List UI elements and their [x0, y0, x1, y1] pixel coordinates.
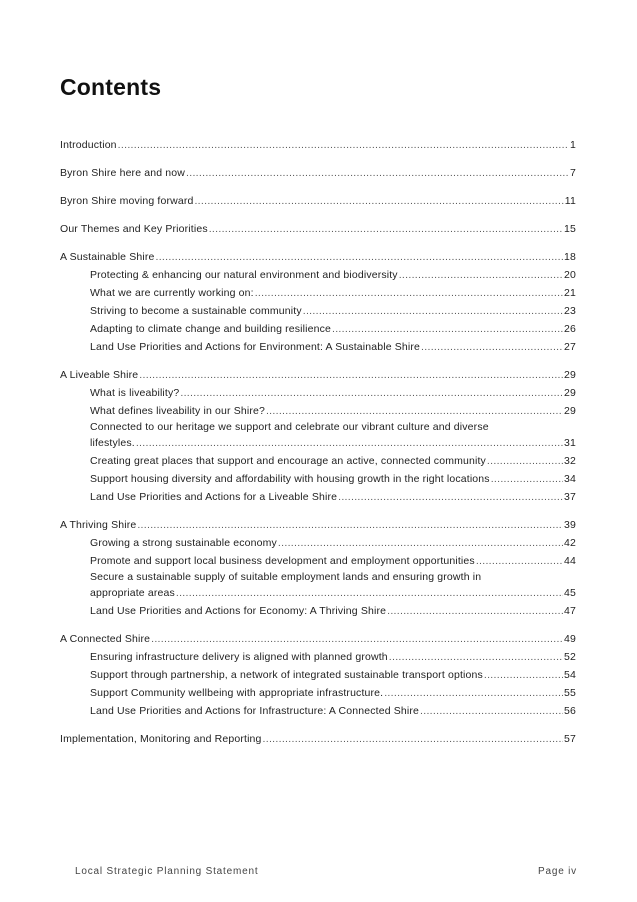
- toc-entry[interactable]: A Sustainable Shire ..... 18: [60, 248, 576, 266]
- toc-group-moving-forward: [60, 192, 576, 210]
- toc-entry[interactable]: Byron Shire here and now ..... 7: [60, 164, 576, 182]
- toc-entry[interactable]: Introduction ..... 1: [60, 136, 576, 154]
- toc-group-connected: [60, 630, 576, 720]
- toc-subentry[interactable]: Secure a sustainable supply of suitable employment lands and ensuring growth in appropriate areas ..... 45: [60, 570, 576, 602]
- toc-group-thriving: [60, 516, 576, 620]
- toc-subentry[interactable]: Support Community wellbeing with appropriate infrastructure. ..... 55: [60, 684, 576, 702]
- toc-subentry[interactable]: What we are currently working on: ..... 21: [60, 284, 576, 302]
- page-title: Contents: [60, 74, 162, 100]
- toc-subentry[interactable]: Connected to our heritage we support and celebrate our vibrant culture and diverse lifestyles. ..... 31: [60, 420, 576, 452]
- toc-subentry[interactable]: What is liveability? ..... 29: [60, 384, 576, 402]
- toc-group-implementation: [60, 730, 576, 748]
- toc-subentry[interactable]: Creating great places that support and encourage an active, connected community ..... 32: [60, 452, 576, 470]
- toc-group-here-now: [60, 164, 576, 182]
- toc-subentry[interactable]: Ensuring infrastructure delivery is aligned with planned growth ..... 52: [60, 648, 576, 666]
- toc-entry[interactable]: A Thriving Shire ..... 39: [60, 516, 576, 534]
- toc-group-sustainable: [60, 248, 576, 356]
- toc-subentry[interactable]: Support housing diversity and affordability with housing growth in the right locations ..... 34: [60, 470, 576, 488]
- toc-subentry[interactable]: Striving to become a sustainable community ..... 23: [60, 302, 576, 320]
- toc-subentry[interactable]: Land Use Priorities and Actions for Environment: A Sustainable Shire ..... 27: [60, 338, 576, 356]
- toc-subentry[interactable]: What defines liveability in our Shire? ..... 29: [60, 402, 576, 420]
- table-of-contents: [60, 136, 576, 758]
- toc-subentry[interactable]: Land Use Priorities and Actions for Infrastructure: A Connected Shire ..... 56: [60, 702, 576, 720]
- toc-subentry[interactable]: Land Use Priorities and Actions for a Liveable Shire ..... 37: [60, 488, 576, 506]
- toc-subentry[interactable]: Land Use Priorities and Actions for Economy: A Thriving Shire ..... 47: [60, 602, 576, 620]
- toc-subentry[interactable]: Promote and support local business development and employment opportunities ..... 44: [60, 552, 576, 570]
- toc-entry[interactable]: A Liveable Shire ..... 29: [60, 366, 576, 384]
- toc-group-intro: [60, 136, 576, 154]
- toc-group-themes: [60, 220, 576, 238]
- toc-subentry[interactable]: Support through partnership, a network of integrated sustainable transport options ..... 54: [60, 666, 576, 684]
- toc-entry[interactable]: A Connected Shire ..... 49: [60, 630, 576, 648]
- toc-subentry[interactable]: Adapting to climate change and building resilience ..... 26: [60, 320, 576, 338]
- toc-subentry[interactable]: Growing a strong sustainable economy ..... 42: [60, 534, 576, 552]
- footer-page-number: Page iv: [538, 866, 577, 877]
- toc-entry[interactable]: Our Themes and Key Priorities ..... 15: [60, 220, 576, 238]
- toc-subentry[interactable]: Protecting & enhancing our natural environment and biodiversity ..... 20: [60, 266, 576, 284]
- toc-entry[interactable]: Implementation, Monitoring and Reporting ..... 57: [60, 730, 576, 748]
- toc-group-liveable: [60, 366, 576, 506]
- footer-document-title: Local Strategic Planning Statement: [75, 866, 259, 877]
- toc-entry[interactable]: Byron Shire moving forward ..... 11: [60, 192, 576, 210]
